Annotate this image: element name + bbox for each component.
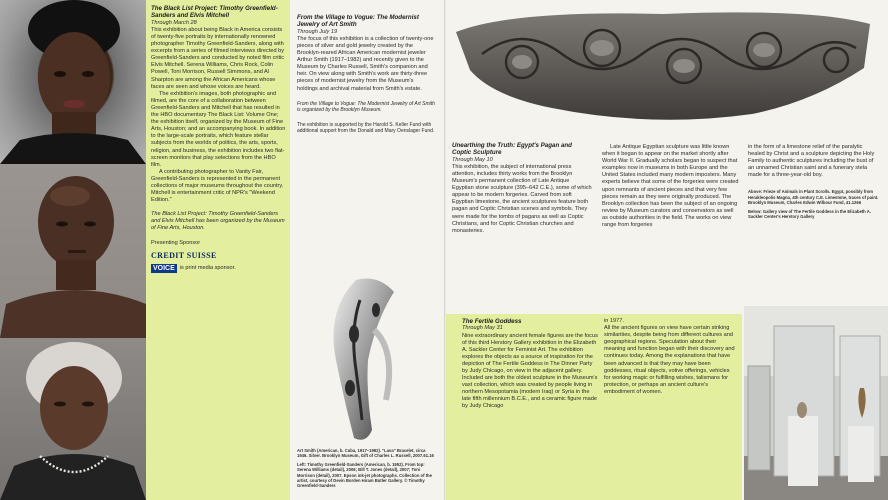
media-sponsor <box>151 264 287 273</box>
portrait-toni-morrison <box>0 338 146 500</box>
egypt-article-col3 <box>748 144 880 220</box>
goddess-article-col2 <box>604 318 736 396</box>
village-vogue-article <box>297 14 435 135</box>
portrait-bill-t-jones <box>0 164 146 338</box>
black-list-article <box>151 5 287 273</box>
egypt-article-col1 <box>452 142 592 235</box>
black-list-paragraph: A contributing photographer to Vanity Fair, Greenfield-Sanders is represented in the permanent collections of major museums throughout the country. Mitchell is entertainment critic of NPR's "Weekend Edition." <box>151 168 284 204</box>
goddess-body-col1: Nine extraordinary ancient female figures are the focus of this third Herstory Gallery exhibition in the Elizabeth A. Sackler Center for Feminist Art. The exhibition explores the objects as a source of inspiration for the depiction of The Fertile Goddess in The Dinner Party by Judy Chicago, on view in the adjacent gallery. Included are both the oldest sculpture in the Museum's vast collection, which was created by people living in northern Mesopotamia (modern Iraq) or Syria in the late fifth millennium B.C.E., and a ceramic figure made by Judy Chicago <box>462 332 598 410</box>
egypt-body-col1: This exhibition, the subject of international press attention, includes thirty works from the Brooklyn Museum's permanent collection of Late Antique Egyptian stone sculpture (395–642 C.E.), some of which appear to be modern forgeries. Carved from soft Egyptian limestone, the ancient sculptures feature both pagan and Coptic Christian scenes and symbols. They were made for the tombs of pagans as well as Coptic Christians, and for Coptic Christian churches and monasteries. <box>452 163 592 234</box>
portraits-caption: Left: Timothy Greenfield-Sanders (American, b. 1952). From top: Serena Williams (detail), 2006; Bill T. Jones (detail), 2007; Toni Morrison (detail), 2007. Epson ink-jet photographs. Collection of the artist, courtesy of Devin Borden Hiram Butler Gallery. © Timothy Greenfield-Sanders <box>297 461 432 489</box>
frieze-caption: Above: Frieze of Animals in Plant Scrolls. Egypt, possibly from Herakleopolis Magna, 4th century C.E. Limestone, traces of paint. Brooklyn Museum, Charles Edwin Wilbour Fund, 41.1266 <box>748 189 879 206</box>
credit-suisse-logo-text: CREDIT SUISSE <box>151 250 217 260</box>
egypt-body-col3: in the form of a limestone relief of the paralytic healed by Christ and a sculpture depicting the Holy Family to authentic sculptures including the bust of an unnamed Christian saint and a funerary stela made for a three-year-old boy. <box>748 144 875 179</box>
portrait-figure-2 <box>0 164 146 338</box>
portrait-figure-1 <box>0 0 146 164</box>
black-list-title: The Black List Project: Timothy Greenfield-Sanders and Elvis Mitchell <box>151 5 278 20</box>
gallery-caption: Below: Gallery view of The Fertile Goddess in the Elizabeth A. Sackler Center's Herstory Gallery <box>748 208 871 220</box>
portrait-figure-3 <box>0 338 146 500</box>
egypt-article-col2 <box>602 144 740 229</box>
black-list-paragraph: This exhibition about being Black in America consists of twenty-five portraits by internationally renowned photographer Timothy Greenfield-Sanders, along with excerpts from a series of filmed interviews directed by Greenfield-Sanders and conducted by noted film critic Elvis Mitchell. Serena Williams, Chris Rock, Colin Powell, Toni Morrison, Russell Simmons, and Al Sharpton are among the African Americans whose faces are seen and whose voices are heard. <box>151 26 285 90</box>
frieze-image <box>452 4 876 128</box>
village-vogue-dates: Through July 19 <box>297 28 338 35</box>
goddess-article-col1 <box>462 318 598 411</box>
voice-logo: VOICE <box>153 264 175 272</box>
village-vogue-support: The exhibition is supported by the Harold S. Keller Fund with additional support from the Donald and Mary Oenslager Fund. <box>297 121 435 135</box>
village-vogue-title: From the Village to Vogue: The Modernist Jewelry of Art Smith <box>297 14 419 29</box>
black-list-paragraph: The exhibition's images, both photographic and filmed, are the core of a collaboration between Greenfield-Sanders and Mitchell that has resulted in the HBO documentary The Black List: Volume One; the exhibition itself, organized by the Museum of Fine Arts, Houston; and an accompanying book. In addition to the large-scale portraits, which feature stellar subjects from the worlds of politics, the arts, sports, religion, and business, the exhibition includes two flat-screen monitors that play selections from the HBO film. <box>151 90 286 168</box>
black-list-dates: Through March 28 <box>151 19 197 26</box>
portrait-serena-williams <box>0 0 146 164</box>
black-list-credit: The Black List Project: Timothy Greenfield-Sanders and Elvis Mitchell has been organized by the Museum of Fine Arts, Houston. <box>151 211 285 232</box>
gallery-view-image <box>744 306 888 500</box>
goddess-title: The Fertile Goddess <box>462 318 522 325</box>
goddess-dates: Through May 31 <box>462 325 503 332</box>
credit-suisse-logo <box>151 251 287 260</box>
bracelet-caption: Art Smith (American, b. Cuba, 1917–1982). "Lava" Bracelet, circa 1946. Silver. Brooklyn Museum, Gift of Charles L. Russell, 2007.61.16 <box>297 448 434 459</box>
goddess-body-col2: in 1977. All the ancient figures on view have certain striking similarities, despite being from different cultures and geographical regions. Speculation about their meaning and function began with their discovery and continues today. Among the explanations that have been advanced is that they may have been goddesses, ritual objects, votive offerings, vehicles for working magic or fulfilling wishes, talismans for protection, or perhaps an ancient culture's embodiment of women. <box>604 318 735 395</box>
sponsor-label: Presenting Sponsor <box>151 239 201 246</box>
lava-bracelet-image <box>316 270 414 448</box>
village-vogue-body: The focus of this exhibition is a collection of twenty-one pieces of silver and gold jewelry created by the Brooklyn-reared African American modernist jeweler Arthur Smith (1917–1982) and recently given to the Museum by Charles Russell, Smith's companion and heir. On view along with Smith's work are thirty-three pieces of modernist jewelry from the Museum's holdings and archival material from Smith's estate. <box>297 35 434 92</box>
egypt-body-col2: Late Antique Egyptian sculpture was little known when it began to appear on the market shortly after World War II. Gradually scholars began to suspect that examples now in museums in both Europe and the United States included many modern imposters. Many experts believe that some of the forgeries were created upon remnants of ancient pieces and that very few pieces remain as they were originally produced. The Brooklyn collection has been the subject of an ongoing review by Museum curators and conservators as well as outside authorities in the field. The works on view range from forgeries <box>602 144 739 229</box>
egypt-title: Unearthing the Truth: Egypt's Pagan and Coptic Sculpture <box>452 142 572 157</box>
village-vogue-credit: From the Village to Vogue: The Modernist Jewelry of Art Smith is organized by the Brooklyn Museum. <box>297 100 435 114</box>
left-page-captions <box>297 448 435 489</box>
media-sponsor-text: is print media sponsor. <box>179 264 236 271</box>
egypt-dates: Through May 10 <box>452 156 493 163</box>
